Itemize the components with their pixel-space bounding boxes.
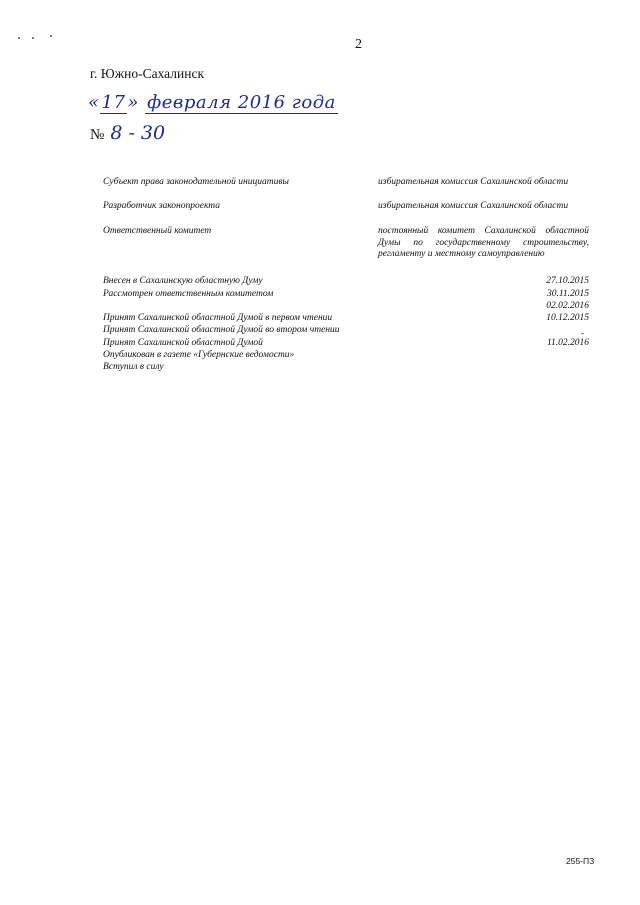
footer-code: 255-ПЗ	[566, 856, 595, 866]
history-date-adopted: 11.02.2016	[546, 338, 589, 348]
date-open-quote: «	[88, 92, 100, 113]
history-date-first-reading: 10.12.2015	[546, 313, 589, 323]
history-label-adopted: Принят Сахалинской областной Думой	[103, 338, 263, 348]
page-number: 2	[355, 37, 362, 52]
scan-speck	[18, 37, 20, 39]
history-label-second-reading: Принят Сахалинской областной Думой во втором чтении	[103, 325, 340, 335]
detail-label-developer: Разработчик законопроекта	[103, 201, 221, 211]
scan-speck	[50, 35, 52, 37]
history-label-first-reading: Принят Сахалинской областной Думой в первом чтении	[103, 313, 333, 323]
history-date-committee-review-1: 30.11.2015	[546, 289, 589, 299]
history-date-committee-review-2: 02.02.2016	[546, 301, 589, 311]
date-day: 17	[101, 92, 126, 113]
city-name: г. Южно-Сахалинск	[90, 66, 205, 81]
date-close-quote: »	[127, 92, 139, 113]
history-label-committee-review: Рассмотрен ответственным комитетом	[103, 289, 274, 299]
handwritten-number	[90, 122, 165, 144]
scan-speck	[32, 37, 34, 39]
handwritten-date	[88, 92, 338, 113]
date-month-year: февраля 2016 года	[147, 92, 336, 113]
history-label-published: Опубликован в газете «Губернские ведомости»	[103, 350, 295, 360]
history-date-submitted: 27.10.2015	[546, 276, 589, 286]
history-label-submitted: Внесен в Сахалинскую областную Думу	[103, 276, 263, 286]
detail-value-subject: избирательная комиссия Сахалинской области	[378, 177, 569, 187]
detail-label-subject: Субъект права законодательной инициативы	[103, 177, 289, 187]
history-dash-second-reading: -	[581, 328, 584, 338]
history-label-in-force: Вступил в силу	[103, 362, 164, 372]
detail-label-committee: Ответственный комитет	[103, 226, 212, 236]
detail-value-committee: постоянный комитет Сахалинской областной Думы по государственному строительству, регламенту и местному самоуправлению	[378, 226, 589, 259]
detail-value-developer: избирательная комиссия Сахалинской области	[378, 201, 569, 211]
number-value: 8 - 30	[110, 122, 166, 144]
number-symbol: №	[90, 127, 105, 143]
